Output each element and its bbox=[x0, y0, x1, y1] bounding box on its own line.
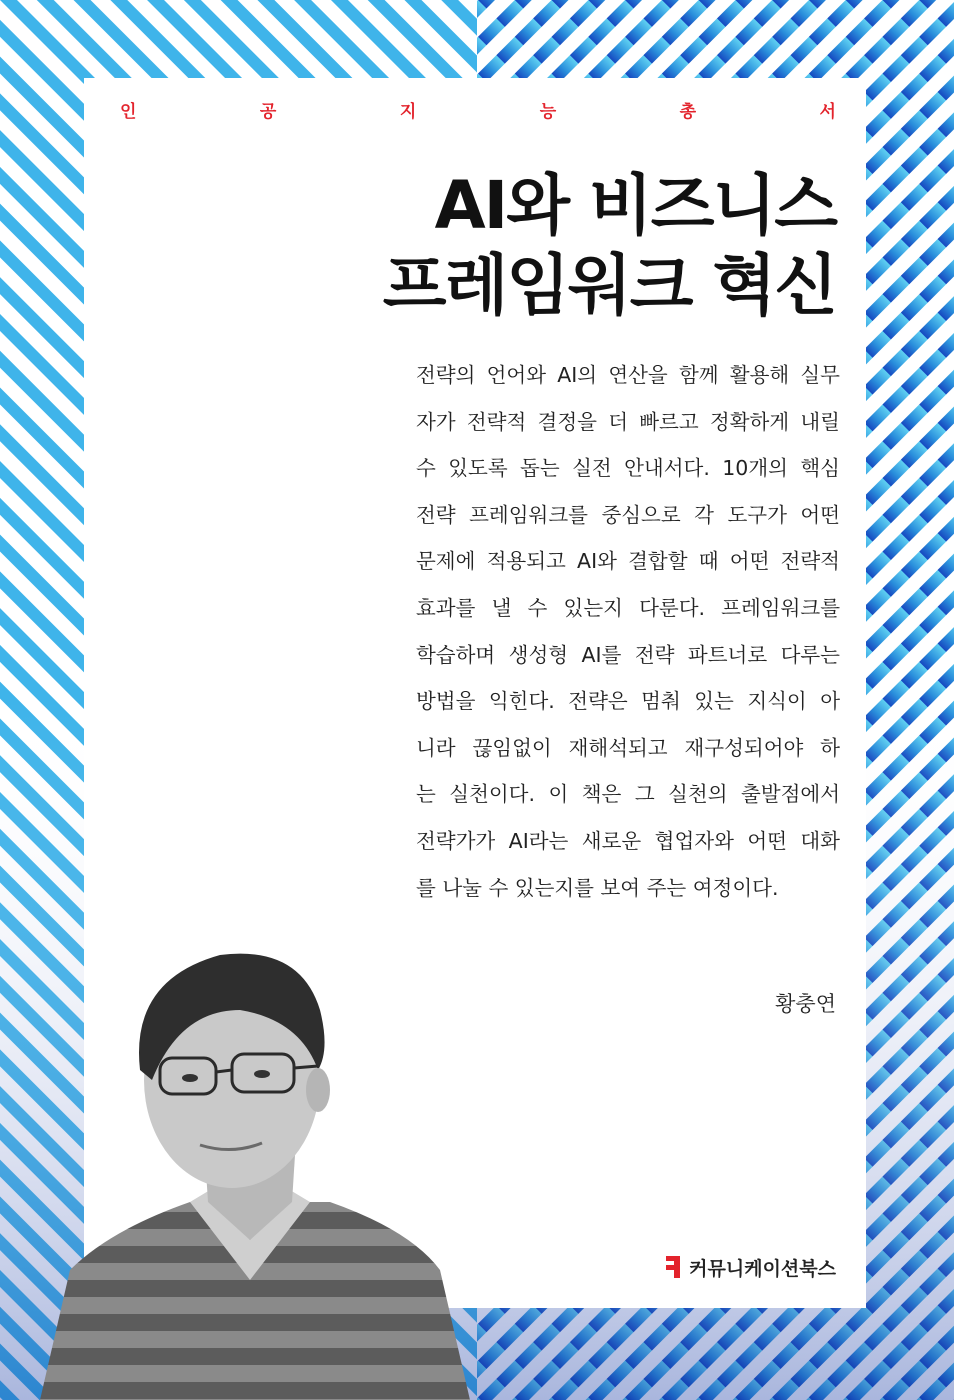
description-line: 효과를 낼 수 있는지 다룬다. 프레임워크를 bbox=[416, 595, 840, 620]
series-char: 인 bbox=[120, 102, 137, 122]
author-name: 황충연 bbox=[775, 992, 836, 1016]
series-char: 능 bbox=[539, 102, 557, 122]
publisher-name: 커뮤니케이션북스 bbox=[689, 1257, 836, 1280]
publisher-mark-icon bbox=[665, 1254, 683, 1280]
series-char: 지 bbox=[399, 102, 417, 122]
description-line: 전략의 언어와 AI의 연산을 함께 활용해 실무 bbox=[416, 363, 840, 387]
series-char: 서 bbox=[819, 102, 836, 122]
description-line: 방법을 익힌다. 전략은 멈춰 있는 지식이 아 bbox=[416, 689, 840, 714]
description-line: 를 나눌 수 있는지를 보여 주는 여정이다. bbox=[416, 875, 779, 900]
series-char: 공 bbox=[259, 102, 277, 122]
book-title bbox=[196, 166, 836, 326]
book-title-line-1: AI와 비즈니스 bbox=[434, 167, 836, 244]
description-line: 는 실천이다. 이 책은 그 실천의 출발점에서 bbox=[416, 782, 840, 807]
description-line: 니라 끊임없이 재해석되고 재구성되어야 하 bbox=[416, 735, 840, 760]
description-line: 자가 전략적 결정을 더 빠르고 정확하게 내릴 bbox=[416, 409, 840, 434]
description-line: 학습하며 생성형 AI를 전략 파트너로 다루는 bbox=[416, 642, 840, 667]
description-line: 전략가가 AI라는 새로운 협업자와 어떤 대화 bbox=[416, 828, 840, 853]
series-label bbox=[120, 100, 836, 124]
description-line: 문제에 적용되고 AI와 결합할 때 어떤 전략적 bbox=[416, 549, 840, 574]
description-line: 전략 프레임워크를 중심으로 각 도구가 어떤 bbox=[416, 502, 840, 527]
publisher-logo bbox=[665, 1252, 836, 1282]
author-photo bbox=[0, 940, 500, 1400]
description-line: 수 있도록 돕는 실전 안내서다. 10개의 핵심 bbox=[416, 456, 840, 481]
book-title-line-2: 프레임워크 혁신 bbox=[382, 247, 836, 324]
series-char: 총 bbox=[679, 102, 697, 122]
book-description bbox=[416, 352, 840, 911]
